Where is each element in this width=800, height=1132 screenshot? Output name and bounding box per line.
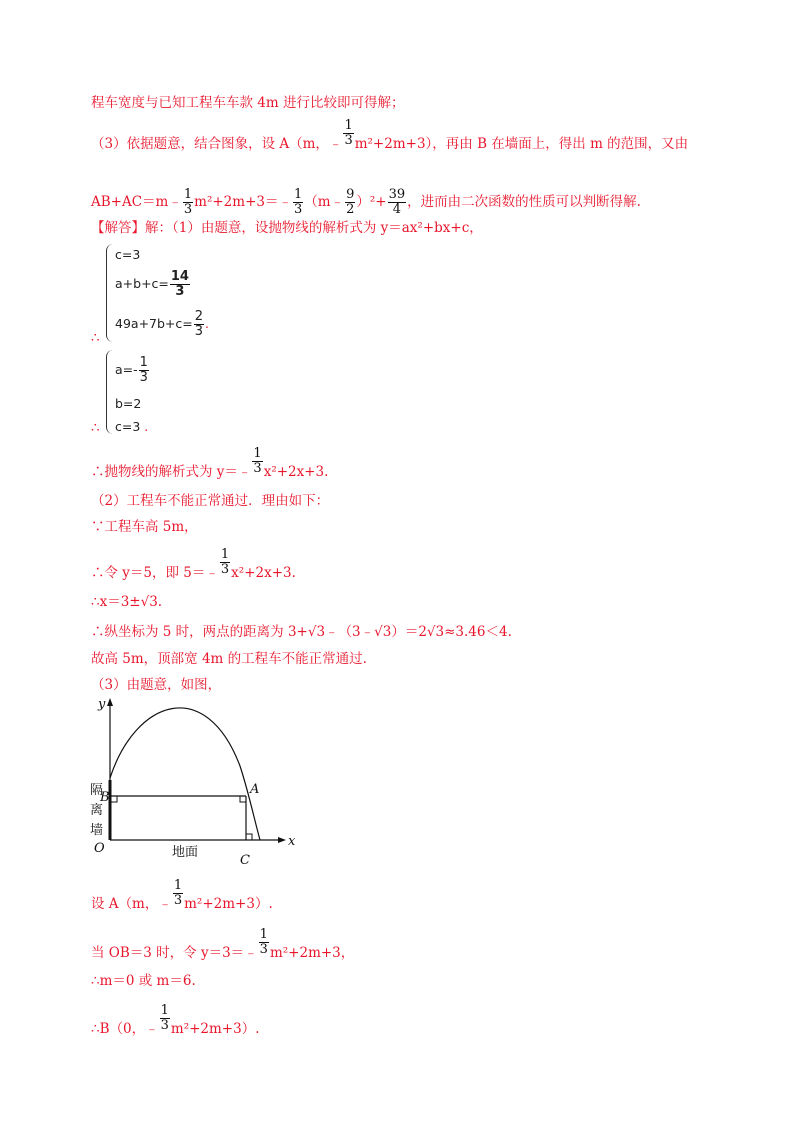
right-angle-C bbox=[246, 834, 252, 840]
brace bbox=[106, 244, 113, 342]
fraction: $\frac{1}{3}$ bbox=[253, 446, 262, 476]
parabola-curve bbox=[110, 708, 260, 840]
text-line: ∴纵坐标为 5 时，两点的距离为 3+√3﹣（3﹣√3）＝2√3≈3.46＜4. bbox=[91, 624, 512, 640]
equation: c=3 bbox=[115, 247, 141, 262]
y-label: y bbox=[98, 697, 106, 712]
text-line: 故高 5m，顶部宽 4m 的工程车不能正常通过. bbox=[91, 651, 367, 667]
wall-label-2: 离 bbox=[90, 803, 104, 818]
equation: c=3 . bbox=[115, 419, 149, 434]
point-A-label: A bbox=[250, 782, 260, 797]
fraction: $\frac{39}{4}$ bbox=[388, 187, 406, 217]
fraction: $\frac{1}{3}$ bbox=[220, 547, 230, 577]
fraction: $\frac{1}{3}$ bbox=[160, 1003, 169, 1033]
equation: a+b+c= $\frac{14}{3}$ bbox=[115, 269, 189, 299]
x-label: x bbox=[288, 834, 296, 849]
text-line: （2）工程车不能正常通过．理由如下： bbox=[91, 493, 330, 509]
point-B-label: B bbox=[100, 790, 110, 805]
equation: b=2 bbox=[115, 396, 142, 411]
text-line: 程车宽度与已知工程车车款 4m 进行比较即可得解； bbox=[91, 95, 405, 111]
text-line: ∴m＝0 或 m＝6. bbox=[91, 973, 196, 989]
therefore-symbol: ∴ bbox=[91, 330, 100, 346]
text-line: （3）依据题意，结合图象，设 A（m，﹣ $\frac{1}{3}$ m²+2m+3），再由 B 在墙面上，得出 m 的范围，又由 bbox=[91, 118, 689, 152]
text-line: 【解答】解：（1）由题意，设抛物线的解析式为 y＝ax²+bx+c， bbox=[91, 220, 483, 236]
text-line: AB+AC＝m﹣ $\frac{1}{3}$ m²+2m+3＝﹣ $\frac{1}{3}$ （m﹣ $\frac{9}{2}$ ）²+ $\frac{39}{4}$ ，进而由二次函数的性质可以判断得解. bbox=[91, 187, 641, 217]
equation: 49a+7b+c= $\frac{2}{3}$ . bbox=[115, 309, 210, 339]
x-axis-arrow bbox=[278, 837, 286, 843]
fraction: $\frac{1}{3}$ bbox=[183, 187, 193, 217]
fraction: $\frac{1}{3}$ bbox=[139, 355, 148, 385]
brace bbox=[106, 350, 113, 434]
text-line: 设 A（m，﹣ $\frac{1}{3}$ m²+2m+3）. bbox=[91, 878, 273, 912]
text-line: 当 OB＝3 时，令 y＝3＝﹣ $\frac{1}{3}$ m²+2m+3， bbox=[91, 927, 355, 961]
text-line: ∴令 y＝5，即 5＝﹣ $\frac{1}{3}$ x²+2x+3. bbox=[91, 547, 296, 581]
text-line: （3）由题意，如图， bbox=[91, 677, 222, 693]
fraction: $\frac{2}{3}$ bbox=[194, 309, 204, 339]
origin-label: O bbox=[94, 841, 105, 856]
fraction: $\frac{1}{3}$ bbox=[259, 927, 268, 957]
fraction: $\frac{1}{3}$ bbox=[344, 118, 353, 148]
equation: a=- $\frac{1}{3}$ bbox=[115, 355, 148, 385]
right-angle-A bbox=[240, 796, 246, 802]
fraction: $\frac{1}{3}$ bbox=[293, 187, 303, 217]
point-C-label: C bbox=[240, 853, 250, 868]
therefore-symbol: ∴ bbox=[91, 420, 100, 436]
wall-label-1: 隔 bbox=[90, 783, 104, 798]
wall-label-3: 墙 bbox=[90, 823, 104, 838]
text-line: ∴B（0，﹣ $\frac{1}{3}$ m²+2m+3）. bbox=[91, 1003, 260, 1037]
text-line: ∵工程车高 5m， bbox=[91, 519, 198, 535]
fraction: $\frac{9}{2}$ bbox=[346, 187, 355, 217]
text-line: ∴x＝3±√3. bbox=[91, 594, 163, 610]
parabola-diagram bbox=[86, 694, 316, 874]
text-line: ∴抛物线的解析式为 y＝﹣ $\frac{1}{3}$ x²+2x+3. bbox=[91, 446, 329, 480]
fraction: $\frac{1}{3}$ bbox=[173, 878, 183, 908]
fraction: $\frac{14}{3}$ bbox=[170, 269, 189, 299]
y-axis-arrow bbox=[107, 698, 113, 706]
ground-label: 地面 bbox=[172, 845, 199, 860]
